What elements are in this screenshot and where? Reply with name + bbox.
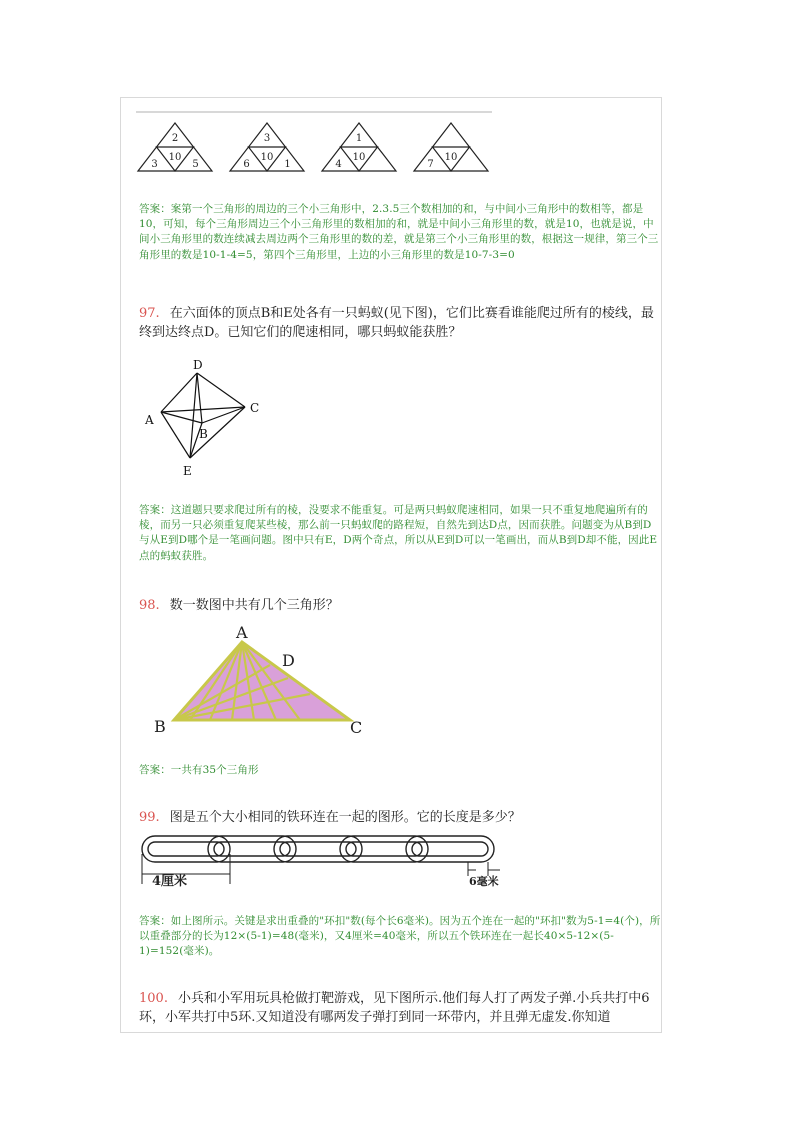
hexahedron-figure-97 xyxy=(140,355,280,485)
triangle-left-number: 7 xyxy=(427,159,434,170)
question-97 xyxy=(139,304,665,342)
triangle-top-number: 3 xyxy=(263,133,271,144)
vertex-label-b: B xyxy=(199,427,208,441)
answer-96: 答案：案第一个三角形的周边的三个小三角形中，2.3.5三个数相加的和，与中间小三角形中的数相等，都是10，可知，每个三角形周边三个小三角形里的数相加的和，就是中间小三角形里的数，就是10，也就是说，中间小三角形里的数连续减去周边两个三角形里的数的差，就是第三个小三角形里的数，根据这一规律，第三个三角形里的数是10-1-4=5，第四个三角形里，上边的小三角形里的数是10-7-3=0 xyxy=(139,203,659,261)
vertex-label-c: C xyxy=(250,401,260,415)
dimension-label-6mm: 6毫米 xyxy=(469,875,499,888)
triangle-top-number: 1 xyxy=(355,133,363,144)
vertex-label-e: E xyxy=(183,464,192,478)
answer-97: 答案：这道题只要求爬过所有的棱，没要求不能重复。可是两只蚂蚁爬速相同，如果一只不重复地爬遍所有的棱，而另一只必须重复爬某些棱，那么前一只蚂蚁爬的路程短，自然先到达D点，因而获胜。问题变为从B到D与从E到D哪个是一笔画问题。图中只有E，D两个奇点，所以从E到D可以一笔画出，而从B到D却不能，因此E点的蚂蚁获胜。 xyxy=(139,504,658,562)
chain-link xyxy=(142,836,230,862)
question-text: 图是五个大小相同的铁环连在一起的图形。它的长度是多少？ xyxy=(169,810,521,825)
vertex-label-d: D xyxy=(193,358,203,372)
triangle-top-number: 2 xyxy=(171,133,179,144)
triangle-figure-96 xyxy=(136,111,492,177)
chain-link xyxy=(340,836,428,862)
triangle-center-number: 10 xyxy=(352,152,366,163)
chain-link xyxy=(208,836,296,862)
question-100 xyxy=(139,989,665,1027)
chain-link xyxy=(274,836,362,862)
chain-link-inner xyxy=(280,842,356,856)
triangle-left-number: 6 xyxy=(243,159,250,170)
triangle-left-number: 4 xyxy=(335,159,342,170)
chain-link-inner xyxy=(148,842,224,856)
question-number: 98. xyxy=(139,598,160,613)
question-98 xyxy=(139,596,665,615)
answer-98: 答案：一共有35个三角形 xyxy=(139,764,259,776)
chain-link xyxy=(406,836,494,862)
question-text: 数一数图中共有几个三角形？ xyxy=(169,598,339,613)
triangle-right-number: 5 xyxy=(192,159,199,170)
question-99 xyxy=(139,808,665,827)
chain-figure-99 xyxy=(138,832,518,892)
chain-link-inner xyxy=(346,842,422,856)
chain-link-inner xyxy=(412,842,488,856)
question-text: 小兵和小军用玩具枪做打靶游戏，见下图所示.他们每人打了两发子弹.小兵共打中6环，小军共打中5环.又知道没有哪两发子弹打到同一环带内，并且弹无虚发.你知道 xyxy=(139,991,650,1025)
triangle-center-number: 10 xyxy=(260,152,274,163)
vertex-label-c: C xyxy=(350,718,363,737)
vertex-label-d: D xyxy=(282,651,295,670)
triangle-center-number: 10 xyxy=(168,152,182,163)
triangle-right-number: 1 xyxy=(284,159,291,170)
question-text: 在六面体的顶点B和E处各有一只蚂蚁(见下图)，它们比赛看谁能爬过所有的棱线，最终到达终点D。已知它们的爬速相同，哪只蚂蚁能获胜？ xyxy=(139,306,654,340)
dimension-label-4cm: 4厘米 xyxy=(152,874,188,889)
triangle-left-number: 3 xyxy=(151,159,158,170)
triangle-count-figure-98 xyxy=(150,620,370,740)
question-number: 100. xyxy=(139,991,168,1006)
triangle-center-number: 10 xyxy=(444,152,458,163)
vertex-label-b: B xyxy=(154,717,166,736)
vertex-label-a: A xyxy=(145,413,154,427)
answer-99: 答案：如上图所示。关键是求出重叠的"环扣"数(每个长6毫米)。因为五个连在一起的"环扣"数为5-1=4(个)，所以重叠部分的长为12×(5-1)=48(毫米)，又4厘米=40毫米，所以五个铁环连在一起长40×5-12×(5-1)=152(毫米)。 xyxy=(139,915,661,958)
question-number: 97. xyxy=(139,306,160,321)
question-number: 99. xyxy=(139,810,160,825)
vertex-label-a: A xyxy=(236,623,248,642)
chain-link-inner xyxy=(214,842,290,856)
